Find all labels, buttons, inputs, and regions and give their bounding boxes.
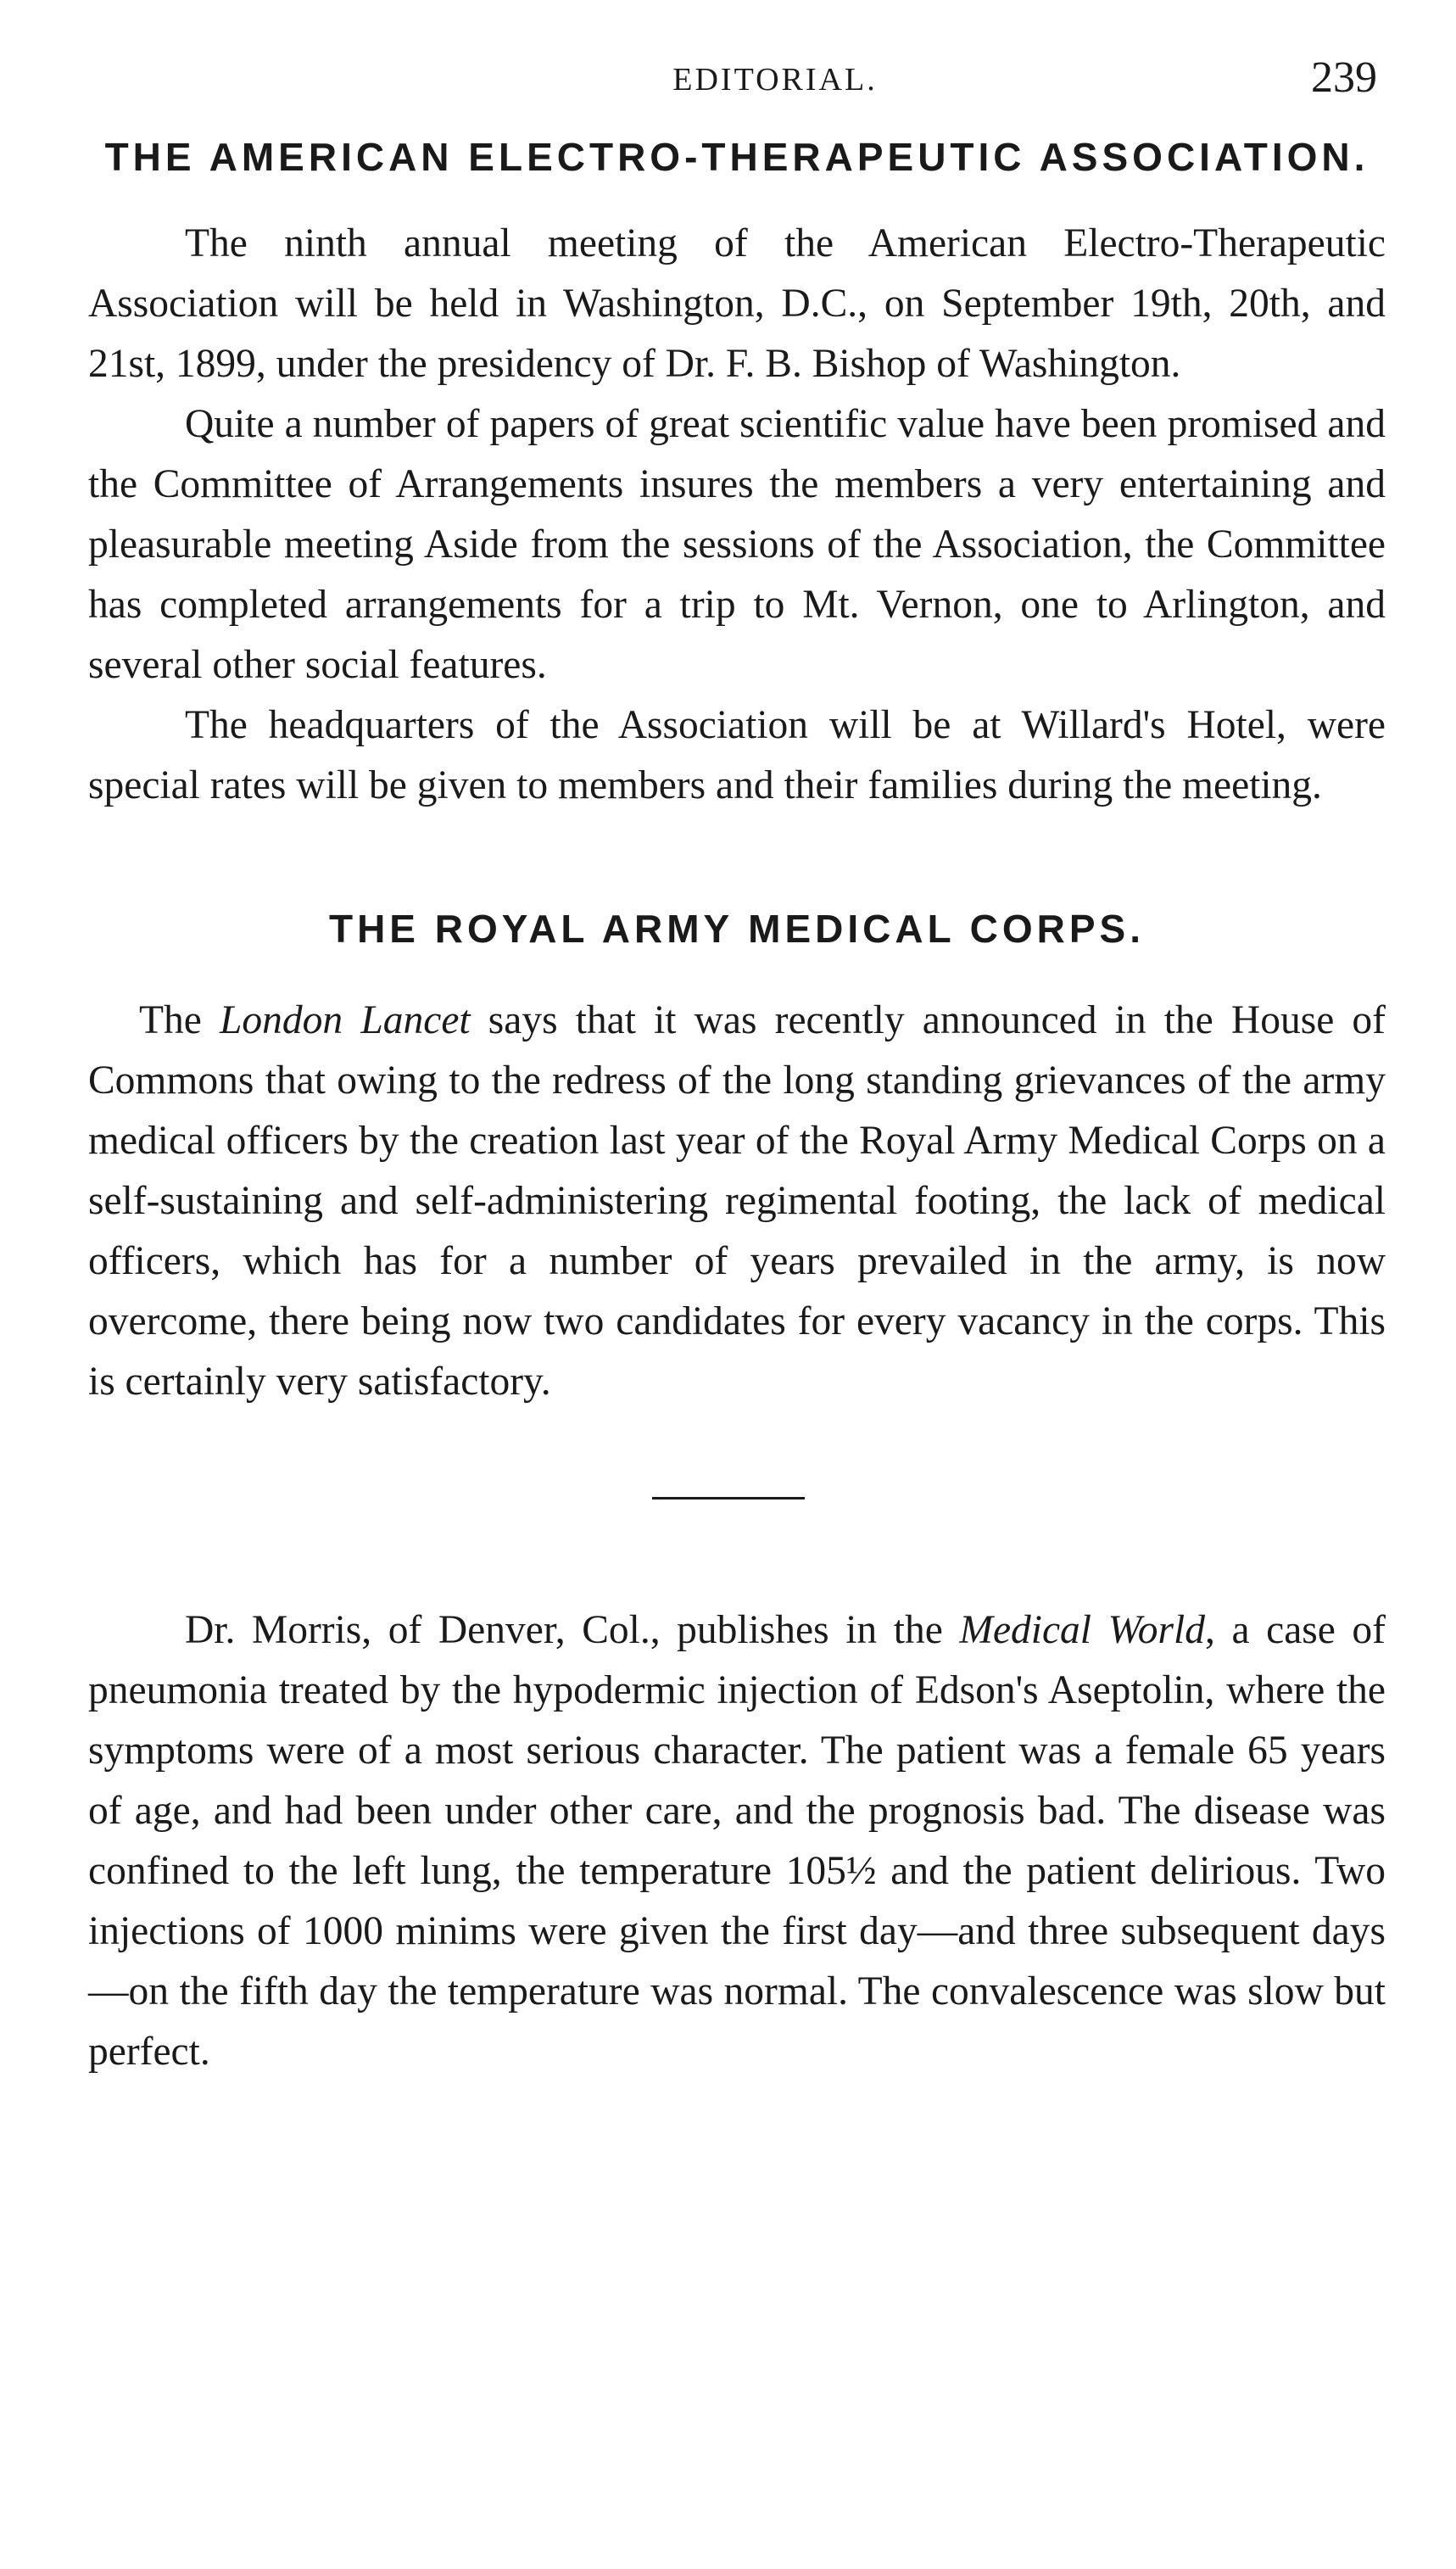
journal-page <box>88 51 1386 2082</box>
article-royal-army-medical-corps <box>88 901 1386 1412</box>
spacer <box>88 1412 1386 1473</box>
article-title-electro-therapeutic: THE AMERICAN ELECTRO-THERAPEUTIC ASSOCIATION. <box>104 135 1370 179</box>
article-electro-therapeutic <box>88 129 1386 816</box>
paragraph-headquarters: The headquarters of the Association will be at Willard's Hotel, were special rates will be given to members and their families during the meeting. <box>88 703 1386 807</box>
running-title: EDITORIAL. <box>672 62 878 98</box>
morris-body-text: , a case of pneumonia treated by the hypodermic injection of Edson's Aseptolin, where the symptoms were of a most serious character. The patient was a female 65 years of age, and had been under other care, and the prognosis bad. The disease was confined to the left lung, the temperature 105½ and the patient delirious. Two injections of 1000 minims were given the first day—and three subsequent days—on the fifth day the temperature was normal. The convalescence was slow but perfect. <box>88 1608 1386 2074</box>
paragraph-lancet <box>88 991 1386 1412</box>
journal-name-lancet: London Lancet <box>220 998 471 1042</box>
spacer <box>88 1524 1386 1600</box>
paragraph-morris-case <box>88 1600 1386 2082</box>
paragraph-annual-meeting: The ninth annual meeting of the American Electro-Therapeutic Association will be held in Washington, D.C., on September 19th, 20th, and 21st, 1899, under the presidency of Dr. F. B. Bishop of Washington. <box>88 221 1386 386</box>
page-number: 239 <box>1311 53 1377 102</box>
running-head <box>88 51 1386 119</box>
journal-name-medical-world: Medical World <box>959 1608 1205 1652</box>
section-divider <box>88 1473 1386 1524</box>
article-aseptolin-case <box>88 1600 1386 2082</box>
morris-lead-text: Dr. Morris, of Denver, Col., publishes in the <box>185 1608 960 1652</box>
article-title-royal-army: THE ROYAL ARMY MEDICAL CORPS. <box>328 907 1146 951</box>
divider-rule <box>652 1497 805 1500</box>
lancet-lead-text: The <box>139 998 220 1042</box>
paragraph-arrangements: Quite a number of papers of great scientific value have been promised and the Committee of Arrangements insures the members a very entertaining and pleasurable meeting Aside from the sessions of the Association, the Committee has completed arrangements for a trip to Mt. Vernon, one to Arlington, and several other social features. <box>88 402 1386 687</box>
spacer <box>88 816 1386 901</box>
lancet-body-text: says that it was recently announced in the House of Commons that owing to the redress of the long standing grievances of the army medical officers by the creation last year of the Royal Army Medical Corps on a self-sustaining and self-administering regimental footing, the lack of medical officers, which has for a number of years prevailed in the army, is now overcome, there being now two candidates for every vacancy in the corps. This is certainly very satisfactory. <box>88 998 1386 1404</box>
